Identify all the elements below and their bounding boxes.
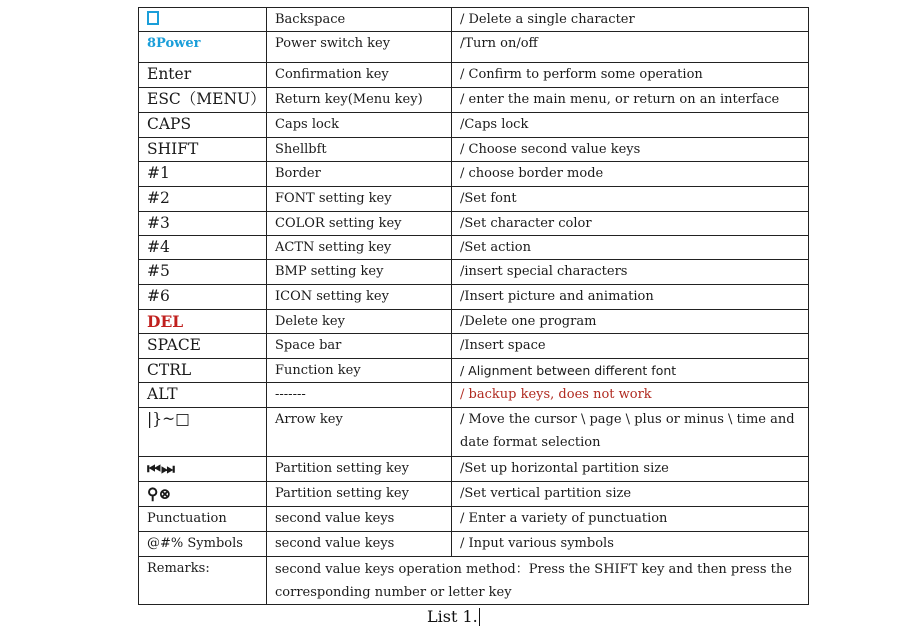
table-row <box>139 383 809 408</box>
table-row <box>139 63 809 88</box>
desc-cell: /Caps lock <box>452 113 809 138</box>
remarks-text: second value keys operation method：Press the SHIFT key and then press the corresponding number or letter key <box>267 557 809 605</box>
name-cell: COLOR setting key <box>267 212 452 236</box>
name-cell: second value keys <box>267 507 452 532</box>
name-cell: BMP setting key <box>267 260 452 285</box>
name-cell: Caps lock <box>267 113 452 138</box>
table-row <box>139 162 809 187</box>
table-row <box>139 310 809 334</box>
desc-cell: / enter the main menu, or return on an interface <box>452 88 809 113</box>
key-cell: #5 <box>139 260 267 285</box>
table-row <box>139 334 809 359</box>
table-row <box>139 457 809 482</box>
name-cell: Space bar <box>267 334 452 359</box>
key-cell: ESC（MENU） <box>139 88 267 113</box>
name-cell: Power switch key <box>267 32 452 63</box>
vertical-partition-icon: ⚲⊗ <box>139 482 267 507</box>
name-cell: FONT setting key <box>267 187 452 212</box>
desc-cell: /Turn on/off <box>452 32 809 63</box>
table-caption: List 1. <box>427 607 478 626</box>
desc-cell: /Insert space <box>452 334 809 359</box>
desc-cell: / Delete a single character <box>452 8 809 32</box>
name-cell: Arrow key <box>267 408 452 457</box>
key-cell: #1 <box>139 162 267 187</box>
key-cell: CTRL <box>139 359 267 383</box>
name-cell: Return key(Menu key) <box>267 88 452 113</box>
table-row <box>139 359 809 383</box>
key-cell: #4 <box>139 236 267 260</box>
desc-cell: / Confirm to perform some operation <box>452 63 809 88</box>
desc-cell: / Input various symbols <box>452 532 809 557</box>
table-row <box>139 113 809 138</box>
name-cell: Delete key <box>267 310 452 334</box>
name-cell: Backspace <box>267 8 452 32</box>
desc-cell: /Insert picture and animation <box>452 285 809 310</box>
desc-cell: /Set vertical partition size <box>452 482 809 507</box>
table-row <box>139 32 809 63</box>
key-cell: ALT <box>139 383 267 408</box>
key-cell: SHIFT <box>139 138 267 162</box>
text-cursor <box>479 608 480 626</box>
key-cell: Punctuation <box>139 507 267 532</box>
key-cell <box>139 8 267 32</box>
key-cell: #6 <box>139 285 267 310</box>
remarks-row <box>139 557 809 605</box>
table-row <box>139 212 809 236</box>
key-cell: @#% Symbols <box>139 532 267 557</box>
desc-cell: /Delete one program <box>452 310 809 334</box>
key-function-table <box>138 7 809 605</box>
table-row <box>139 260 809 285</box>
desc-cell: /Set up horizontal partition size <box>452 457 809 482</box>
key-cell: #2 <box>139 187 267 212</box>
key-cell: DEL <box>139 310 267 334</box>
table-row <box>139 285 809 310</box>
name-cell: second value keys <box>267 532 452 557</box>
name-cell: Border <box>267 162 452 187</box>
key-cell: SPACE <box>139 334 267 359</box>
desc-cell: /Set action <box>452 236 809 260</box>
arrow-keys-icon: |}~□ <box>139 408 267 457</box>
backspace-square-icon <box>147 11 159 25</box>
table-row <box>139 88 809 113</box>
desc-cell: / backup keys, does not work <box>452 383 809 408</box>
name-cell: Partition setting key <box>267 482 452 507</box>
table-row <box>139 138 809 162</box>
remarks-label: Remarks: <box>139 557 267 605</box>
name-cell: ICON setting key <box>267 285 452 310</box>
name-cell: ACTN setting key <box>267 236 452 260</box>
desc-cell: /Set character color <box>452 212 809 236</box>
name-cell: ------- <box>267 383 452 408</box>
key-cell: 8Power <box>139 32 267 63</box>
desc-cell: / Alignment between different font <box>452 359 809 383</box>
key-cell: Enter <box>139 63 267 88</box>
desc-cell: / Move the cursor \ page \ plus or minus \ time and date format selection <box>452 408 809 457</box>
desc-cell: / Enter a variety of punctuation <box>452 507 809 532</box>
desc-cell: /Set font <box>452 187 809 212</box>
name-cell: Shellbft <box>267 138 452 162</box>
name-cell: Confirmation key <box>267 63 452 88</box>
name-cell: Function key <box>267 359 452 383</box>
table-row <box>139 8 809 32</box>
skip-prev-next-icon: ⏮⏭ <box>139 457 267 482</box>
table-row <box>139 482 809 507</box>
desc-cell: /insert special characters <box>452 260 809 285</box>
table-row <box>139 408 809 457</box>
name-cell: Partition setting key <box>267 457 452 482</box>
power-icon: 8 <box>147 36 157 51</box>
table-row <box>139 187 809 212</box>
desc-cell: / Choose second value keys <box>452 138 809 162</box>
desc-cell: / choose border mode <box>452 162 809 187</box>
key-cell: #3 <box>139 212 267 236</box>
table-row <box>139 507 809 532</box>
table-row <box>139 236 809 260</box>
key-cell: CAPS <box>139 113 267 138</box>
table-row <box>139 532 809 557</box>
